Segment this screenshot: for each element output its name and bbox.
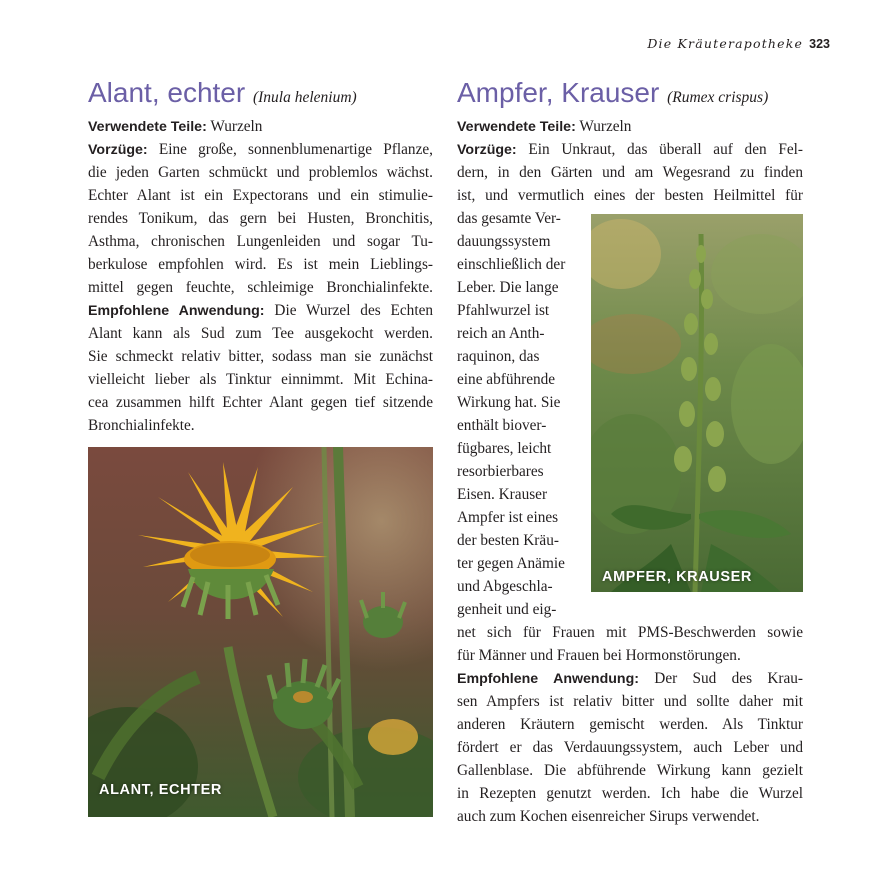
text-line: der besten Kräu- <box>457 532 559 549</box>
text-line: Sie schmeckt relativ bitter, sodass man sie zunächst <box>88 348 433 365</box>
text-line <box>88 299 433 322</box>
text-line: Eisen. Krauser <box>457 486 548 503</box>
benefits-label: Vorzüge: <box>88 142 148 158</box>
text-line: rendes Tonikum, das gern bei Husten, Bronchitis, <box>88 210 433 227</box>
text-line: fügbares, leicht <box>457 440 552 457</box>
text-line: enthält biover- <box>457 417 547 434</box>
alant-photo-caption: ALANT, ECHTER <box>99 782 222 798</box>
alant-photo <box>88 447 433 817</box>
entry-title <box>457 76 803 115</box>
text-line: mittel gegen feuchte, schleimige Bronchialinfekte. <box>88 279 433 296</box>
text-line <box>457 667 803 690</box>
text-line: fördert er das Verdauungssystem, auch Leber und <box>457 739 803 756</box>
entry-title-text: Alant, echter <box>88 77 246 108</box>
text-line: cea zusammen hilft Echter Alant gegen tief sitzende <box>88 394 433 411</box>
text-fragment: Die Wurzel des Echten <box>274 302 434 319</box>
entry-title <box>88 76 433 115</box>
text-line: dauungssystem <box>457 233 551 250</box>
alant-flower-illustration <box>88 447 433 817</box>
text-line: in Rezepten genutzt werden. Ich habe die Wurzel <box>457 785 803 802</box>
benefits-label: Vorzüge: <box>457 142 517 158</box>
text-line: Pfahlwurzel ist <box>457 302 550 319</box>
text-line: Ampfer ist eines <box>457 509 559 526</box>
text-line: Wirkung hat. Sie <box>457 394 561 411</box>
text-line: einschließlich der <box>457 256 566 273</box>
text-fragment: Ein Unkraut, das überall auf den Fel- <box>528 141 804 158</box>
text-line: eine abführende <box>457 371 556 388</box>
text-line <box>457 138 803 161</box>
text-line: vielleicht lieber als Tinktur einnimmt. Mit Echina- <box>88 371 433 388</box>
text-line: resorbierbares <box>457 463 544 480</box>
used-parts-value: Wurzeln <box>210 118 263 135</box>
page-number: 323 <box>809 37 830 51</box>
text-line: ter gegen Anämie <box>457 555 565 572</box>
text-line: für Männer und Frauen bei Hormonstörungen. <box>457 647 741 664</box>
used-parts-value: Wurzeln <box>579 118 632 135</box>
text-line <box>88 138 433 161</box>
text-line: und Abgeschla- <box>457 578 553 595</box>
text-line: raquinon, das <box>457 348 540 365</box>
text-line: Echter Alant ist ein Expectorans und ein stimulie- <box>88 187 433 204</box>
ampfer-plant-illustration <box>591 214 803 592</box>
text-line: Gallenblase. Die abführende Wirkung kann gezielt <box>457 762 803 779</box>
entry-alant <box>88 76 433 437</box>
text-line: sen Ampfers ist relativ bitter und sollte daher mit <box>457 693 803 710</box>
text-line: dern, in den Gärten und am Wegesrand zu finden <box>457 164 803 181</box>
text-line: das gesamte Ver- <box>457 210 561 227</box>
used-parts-line <box>88 115 433 138</box>
text-line: auch zum Kochen eisenreicher Sirups verwendet. <box>457 808 760 825</box>
text-line: ist, und vermutlich eines der besten Heilmittel für <box>457 187 803 204</box>
used-parts-label: Verwendete Teile: <box>457 119 576 135</box>
usage-label: Empfohlene Anwendung: <box>457 671 639 687</box>
ampfer-photo-caption: AMPFER, KRAUSER <box>602 569 752 585</box>
running-head <box>647 36 830 51</box>
text-line: Leber. Die lange <box>457 279 559 296</box>
usage-label: Empfohlene Anwendung: <box>88 303 265 319</box>
latin-name: (Inula helenium) <box>252 89 357 106</box>
text-line: Asthma, chronischen Lungenleiden und sogar Tu- <box>88 233 433 250</box>
text-line: berkulose empfohlen wird. Es ist mein Lieblings- <box>88 256 433 273</box>
running-head-title: Die Kräuterapotheke <box>647 36 804 51</box>
latin-name: (Rumex crispus) <box>667 89 769 106</box>
text-fragment: Der Sud des Krau- <box>654 670 804 687</box>
ampfer-photo <box>591 214 803 592</box>
used-parts-label: Verwendete Teile: <box>88 119 207 135</box>
text-line: net sich für Frauen mit PMS-Beschwerden sowie <box>457 624 803 641</box>
text-line: die jeden Garten schmückt und problemlos wächst. <box>88 164 433 181</box>
text-line: genheit und eig- <box>457 601 557 618</box>
entry-title-text: Ampfer, Krauser <box>457 77 660 108</box>
text-line: anderen Kräutern gemischt werden. Als Tinktur <box>457 716 803 733</box>
text-line: reich an Anth- <box>457 325 545 342</box>
text-line: Alant kann als Sud zum Tee ausgekocht werden. <box>88 325 433 342</box>
text-line: Bronchialinfekte. <box>88 417 195 434</box>
text-fragment: Eine große, sonnenblumenartige Pflanze, <box>158 141 433 158</box>
used-parts-line <box>457 115 803 138</box>
